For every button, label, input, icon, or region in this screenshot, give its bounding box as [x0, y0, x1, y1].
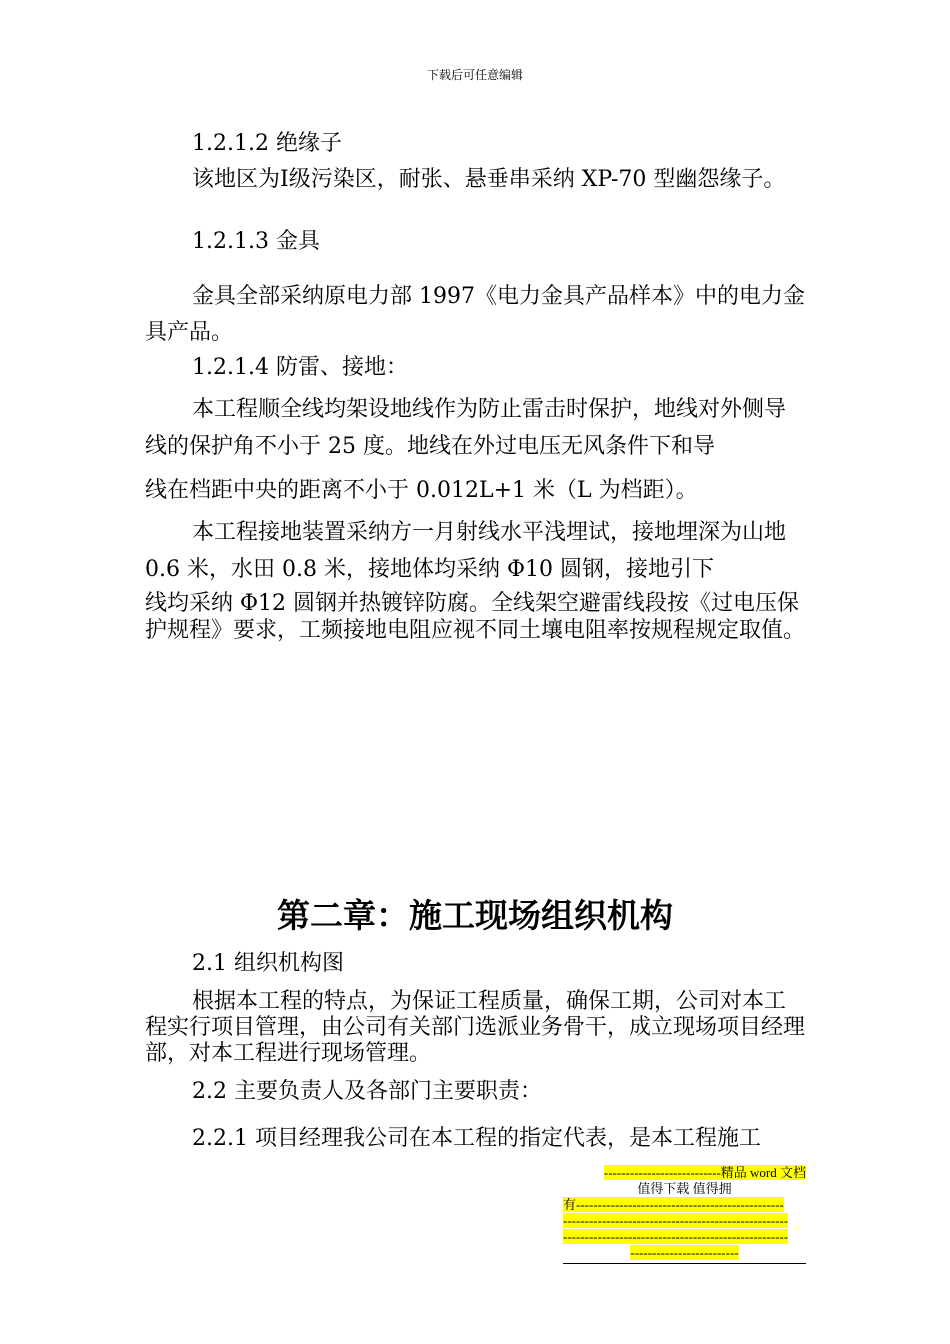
paragraph-insulator: 该地区为Ⅰ级污染区，耐张、悬垂串采纳 XP-70 型幽怨缘子。 — [192, 167, 786, 192]
section-heading-fittings: 1.2.1.3 金具 — [192, 229, 320, 254]
footer-line-2: 值得下载 值得拥 — [637, 1181, 732, 1196]
paragraph-lightning-a: 本工程顺全线均架设地线作为防止雷击时保护，地线对外侧导线的保护角不小于 25 度。地线在外过电压无风条件下和导 — [145, 397, 787, 459]
chapter-title: 第二章：施工现场组织机构 — [277, 896, 673, 935]
paragraph-fittings: 金具全部采纳原电力部 1997《电力金具产品样本》中的电力金具产品。 — [145, 284, 805, 345]
footer-watermark — [563, 1165, 806, 1261]
section-heading-responsibilities: 2.2 主要负责人及各部门主要职责： — [192, 1079, 542, 1104]
footer-line-5: ---------------------------------------------------- — [563, 1229, 789, 1244]
paragraph-grounding-a: 本工程接地装置采纳方一月射线水平浅埋试，接地埋深为山地 0.6 米，水田 0.8 米，接地体均采纳 Φ10 圆钢，接地引下 — [145, 520, 787, 582]
footer-line-1: ---------------------------精品 word 文档 — [603, 1165, 806, 1180]
footer-rule — [563, 1263, 806, 1264]
paragraph-grounding-b: 线均采纳 Φ12 圆钢并热镀锌防腐。全线架空避雷线段按《过电压保护规程》要求，工频接地电阻应视不同土壤电阻率按规程规定取值。 — [145, 591, 806, 643]
paragraph-lightning-b: 线在档距中央的距离不小于 0.012L+1 米（L 为档距）。 — [145, 478, 698, 503]
footer-line-4: ---------------------------------------------------- — [563, 1213, 789, 1228]
section-heading-insulator: 1.2.1.2 绝缘子 — [192, 131, 342, 156]
section-heading-org-chart: 2.1 组织机构图 — [192, 951, 344, 976]
footer-line-6: ------------------------- — [630, 1245, 739, 1260]
paragraph-project-manager: 2.2.1 项目经理我公司在本工程的指定代表，是本工程施工 — [192, 1126, 761, 1151]
section-heading-lightning: 1.2.1.4 防雷、接地： — [192, 355, 408, 380]
page-header: 下载后可任意编辑 — [426, 68, 523, 82]
footer-line-3: 有------------------------------------------------ — [563, 1197, 784, 1212]
paragraph-org: 根据本工程的特点，为保证工程质量，确保工期，公司对本工程实行项目管理，由公司有关部门选派业务骨干，成立现场项目经理部，对本工程进行现场管理。 — [145, 989, 806, 1066]
